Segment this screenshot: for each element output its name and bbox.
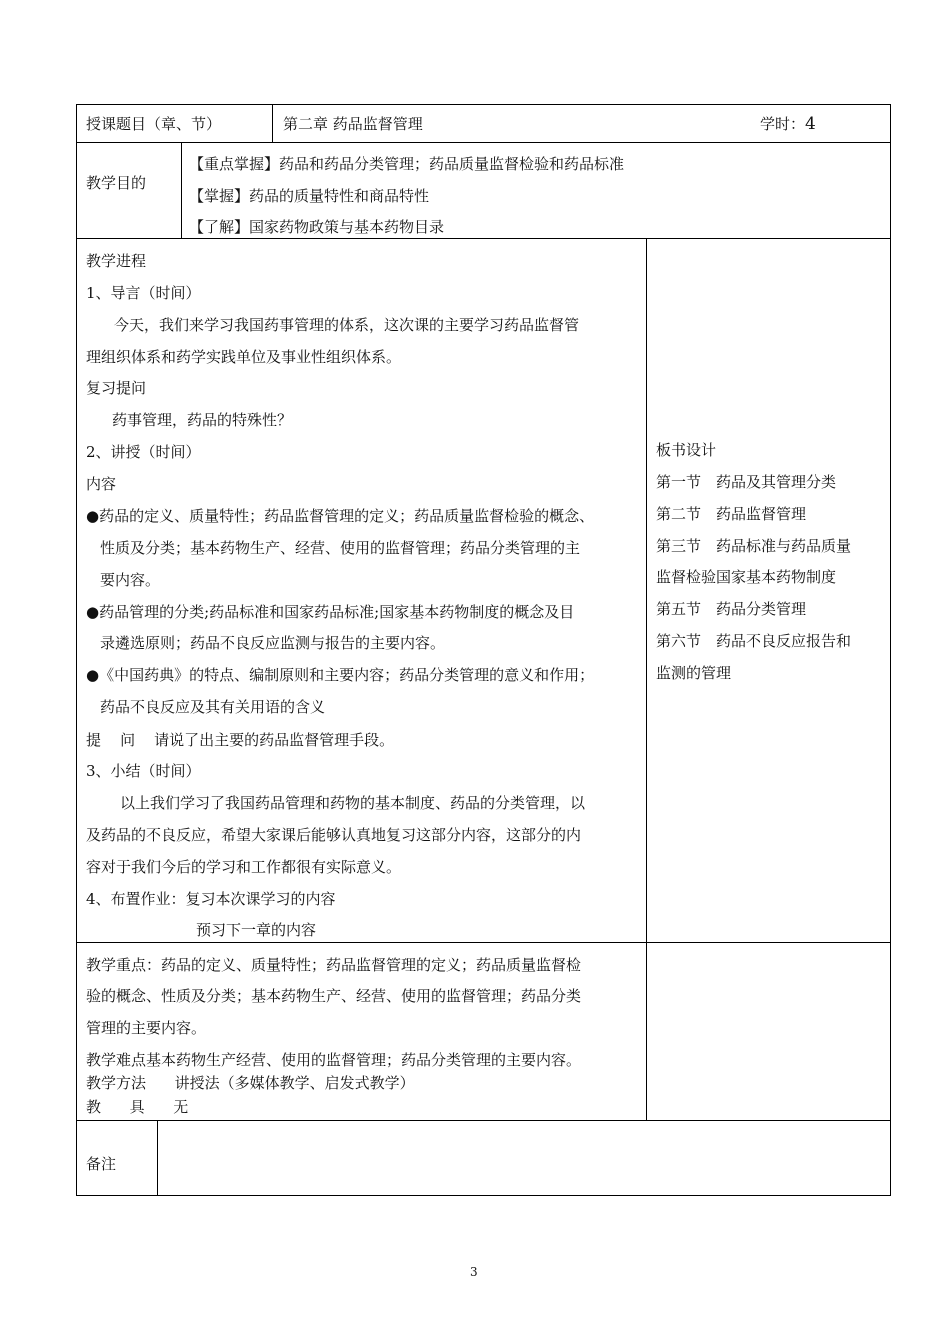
col-divider xyxy=(272,104,273,142)
key-points-line: 教学方法 讲授法（多媒体教学、启发式教学） xyxy=(86,1074,415,1092)
page-number: 3 xyxy=(470,1265,478,1279)
board-line: 监督检验国家基本药物制度 xyxy=(656,568,837,586)
process-line: 理组织体系和药学实践单位及事业性组织体系。 xyxy=(86,348,402,366)
key-points-line: 验的概念、性质及分类；基本药物生产、经营、使用的监督管理；药品分类 xyxy=(86,987,582,1005)
process-line: ●药品的定义、质量特性；药品监督管理的定义；药品质量监督检验的概念、 xyxy=(86,507,595,525)
process-line: 内容 xyxy=(86,475,117,493)
chapter-title: 第二章 药品监督管理 xyxy=(283,115,423,133)
process-line: 3、小结（时间） xyxy=(86,762,201,780)
hours-label-text: 学时： xyxy=(760,115,806,133)
objective-line: 【重点掌握】药品和药品分类管理；药品质量监督检验和药品标准 xyxy=(189,155,625,173)
process-line: 复习提问 xyxy=(86,379,147,397)
process-line: 4、布置作业：复习本次课学习的内容 xyxy=(86,890,336,908)
board-line: 监测的管理 xyxy=(656,664,732,682)
process-line: 教学进程 xyxy=(86,252,147,270)
col-divider xyxy=(181,142,182,238)
process-line: ●药品管理的分类;药品标准和国家药品标准;国家基本药物制度的概念及目 xyxy=(86,603,575,621)
key-points-line: 教学难点基本药物生产经营、使用的监督管理；药品分类管理的主要内容。 xyxy=(86,1051,582,1069)
row-divider xyxy=(76,238,891,239)
board-line: 第二节 药品监督管理 xyxy=(656,505,807,523)
topic-label: 授课题目（章、节） xyxy=(86,115,222,133)
row-divider xyxy=(76,942,891,943)
hours-label xyxy=(760,113,816,135)
process-line: 预习下一章的内容 xyxy=(196,921,317,939)
col-divider xyxy=(157,1120,158,1196)
process-line: 要内容。 xyxy=(100,571,161,589)
key-points-line: 教 具 无 xyxy=(86,1098,189,1116)
objectives-label: 教学目的 xyxy=(86,174,147,192)
board-line: 第五节 药品分类管理 xyxy=(656,600,807,618)
process-line: 药事管理，药品的特殊性？ xyxy=(112,411,293,429)
col-divider xyxy=(646,238,647,1120)
process-line: 2、讲授（时间） xyxy=(86,443,201,461)
board-line: 第六节 药品不良反应报告和 xyxy=(656,632,852,650)
process-line: 药品不良反应及其有关用语的含义 xyxy=(100,698,326,716)
process-line: 今天，我们来学习我国药事管理的体系，这次课的主要学习药品监督管 xyxy=(114,316,580,334)
process-line: ●《中国药典》的特点、编制原则和主要内容；药品分类管理的意义和作用； xyxy=(86,666,595,684)
process-line: 1、导言（时间） xyxy=(86,284,201,302)
process-line: 录遴选原则；药品不良反应监测与报告的主要内容。 xyxy=(100,634,446,652)
board-line: 板书设计 xyxy=(656,441,717,459)
process-line: 以上我们学习了我国药品管理和药物的基本制度、药品的分类管理，以 xyxy=(120,794,586,812)
key-points-line: 管理的主要内容。 xyxy=(86,1019,207,1037)
process-line: 提 问 请说了出主要的药品监督管理手段。 xyxy=(86,731,395,749)
process-line: 容对于我们今后的学习和工作都很有实际意义。 xyxy=(86,858,402,876)
objective-line: 【掌握】药品的质量特性和商品特性 xyxy=(189,187,430,205)
hours-value: 4 xyxy=(805,114,816,134)
key-points-line: 教学重点：药品的定义、质量特性；药品监督管理的定义；药品质量监督检 xyxy=(86,956,582,974)
notes-label: 备注 xyxy=(86,1155,117,1173)
row-divider xyxy=(76,1120,891,1121)
objective-line: 【了解】国家药物政策与基本药物目录 xyxy=(189,218,445,236)
process-line: 性质及分类；基本药物生产、经营、使用的监督管理；药品分类管理的主 xyxy=(100,539,581,557)
board-line: 第三节 药品标准与药品质量 xyxy=(656,537,852,555)
board-line: 第一节 药品及其管理分类 xyxy=(656,473,837,491)
process-line: 及药品的不良反应，希望大家课后能够认真地复习这部分内容，这部分的内 xyxy=(86,826,582,844)
row-divider xyxy=(76,142,891,143)
